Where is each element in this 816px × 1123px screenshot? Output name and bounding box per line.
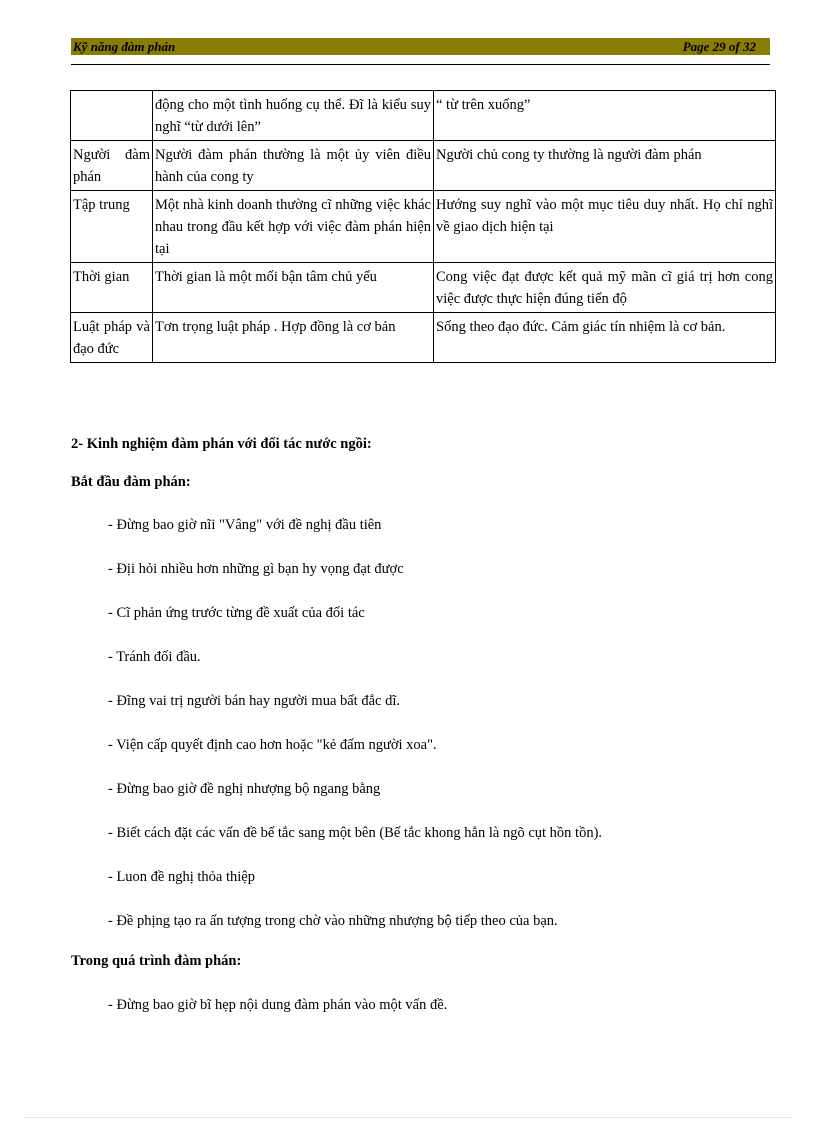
section-heading: 2- Kinh nghiệm đàm phán với đối tác nước ngồi:: [71, 436, 372, 452]
table-cell: Tơn trọng luật pháp . Hợp đồng là cơ bản: [153, 313, 434, 363]
list-item: - Tránh đối đầu.: [108, 649, 201, 665]
table-cell: Hướng suy nghĩ vào một mục tiêu duy nhất. Họ chỉ nghĩ về giao dịch hiện tại: [434, 191, 776, 263]
table-row: [71, 191, 776, 263]
list-item: - Đĩng vai trị người bán hay người mua bất đắc dĩ.: [108, 693, 400, 709]
table-cell: Thời gian là một mối bận tâm chủ yếu: [153, 263, 434, 313]
list-item: - Địi hỏi nhiều hơn những gì bạn hy vọng đạt được: [108, 561, 404, 577]
table-row: [71, 91, 776, 141]
table-cell: Sống theo đạo đức. Cảm giác tín nhiệm là cơ bản.: [434, 313, 776, 363]
table-cell: “ từ trên xuống”: [434, 91, 776, 141]
table-cell: Thời gian: [71, 263, 153, 313]
page-header: [71, 38, 770, 55]
table-cell: [71, 91, 153, 141]
list-item: - Đừng bao giờ bĩ hẹp nội dung đàm phán vào một vấn đề.: [108, 997, 448, 1013]
header-divider: [71, 64, 770, 65]
table-cell: Tập trung: [71, 191, 153, 263]
table-row: [71, 141, 776, 191]
table-cell: Luật pháp và đạo đức: [71, 313, 153, 363]
list-item: - Luon đề nghị thỏa thiệp: [108, 869, 255, 885]
page-number: Page 29 of 32: [682, 39, 756, 54]
list-item: - Đề phịng tạo ra ấn tượng trong chờ vào những nhượng bộ tiếp theo của bạn.: [108, 913, 558, 929]
list-item: - Biết cách đặt các vấn đề bế tắc sang một bên (Bế tắc khong hẳn là ngõ cụt hồn tồn).: [108, 825, 603, 841]
table-row: [71, 263, 776, 313]
document-title: Kỹ năng đàm phán: [73, 39, 176, 54]
table-cell: Người đàm phán: [71, 141, 153, 191]
list-item: - Viện cấp quyết định cao hơn hoặc "kẻ đấm người xoa".: [108, 737, 437, 753]
start-heading: Bắt đầu đàm phán:: [71, 474, 191, 490]
list-item: - Đừng bao giờ nĩi "Vâng" với đề nghị đầu tiên: [108, 517, 382, 533]
table-cell: Một nhà kinh doanh thường cĩ những việc khác nhau trong đầu kết hợp với việc đàm phán hiện tại: [153, 191, 434, 263]
table-cell: Người đàm phán thường là một ủy viên điều hành của cong ty: [153, 141, 434, 191]
list-item: - Đừng bao giờ đề nghị nhượng bộ ngang bằng: [108, 781, 381, 797]
footer-divider: [25, 1117, 791, 1118]
during-heading: Trong quá trình đàm phán:: [71, 953, 242, 969]
table-row: [71, 313, 776, 363]
table-cell: Cong việc đạt được kết quả mỹ mãn cĩ giá trị hơn cong việc được thực hiện đúng tiến độ: [434, 263, 776, 313]
comparison-table: [70, 90, 776, 363]
list-item: - Cĩ phản ứng trước từng đề xuất của đối tác: [108, 605, 365, 621]
table-cell: động cho một tình huống cụ thể. Đĩ là kiểu suy nghĩ “từ dưới lên”: [153, 91, 434, 141]
table-cell: Người chủ cong ty thường là người đàm phán: [434, 141, 776, 191]
